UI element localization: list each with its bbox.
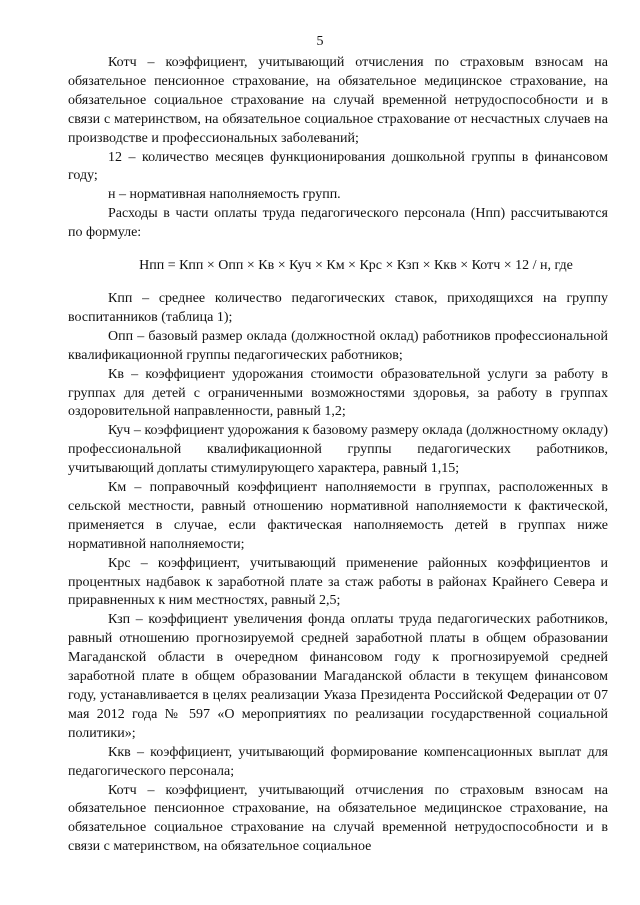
paragraph-kzp-definition: Кзп – коэффициент увеличения фонда оплаты труда педагогических работников, равный отношению прогнозируемой средней заработной платы в общем образовании Магаданской области в очередном финансовом году к прогнозируемой средней заработной плате в общем образовании Магаданской области в текущем финансовом году, устанавливается в целях реализации Указа Президента Российской Федерации от 07 мая 2012 года № 597 «О мероприятиях по реализации государственной социальной политики»; xyxy=(68,612,608,741)
paragraph-kotch-definition: Котч – коэффициент, учитывающий отчисления по страховым взносам на обязательное пенсионное страхование, на обязательное медицинское страхование, на обязательное социальное страхование на случай временной нетрудоспособности и в связи с материнством, на обязательное социальное страхование от несчастных случаев на производстве и профессиональных заболеваний; xyxy=(68,55,608,146)
paragraph-n-definition: н – нормативная наполняемость групп. xyxy=(108,187,341,203)
paragraph-krs-definition: Крс – коэффициент, учитывающий применение районных коэффициентов и процентных надбавок к заработной плате за стаж работы в районах Крайнего Севера и приравненных к ним местностях, равный 2,5; xyxy=(68,555,608,609)
paragraph-months-definition: 12 – количество месяцев функционирования дошкольной группы в финансовом году; xyxy=(68,149,608,184)
paragraph-opp-definition: Опп – базовый размер оклада (должностной оклад) работников профессиональной квалификационной группы педагогических работников; xyxy=(68,328,608,363)
paragraph-kkv-definition: Ккв – коэффициент, учитывающий формирование компенсационных выплат для педагогического персонала; xyxy=(68,744,608,779)
paragraph-kv-definition: Кв – коэффициент удорожания стоимости образовательной услуги за работу в группах для детей с ограниченными возможностями здоровья, за работу в группах оздоровительной направленности, равный 1,2; xyxy=(68,366,608,420)
document-body xyxy=(68,54,608,857)
paragraph-kpp-definition: Кпп – среднее количество педагогических ставок, приходящихся на группу воспитанников (таблица 1); xyxy=(68,290,608,325)
paragraph-kotch-definition-repeat: Котч – коэффициент, учитывающий отчисления по страховым взносам на обязательное пенсионное страхование, на обязательное медицинское страхование, на обязательное социальное страхование на случай временной нетрудоспособности и в связи с материнством, на обязательное социальное xyxy=(68,782,608,855)
formula-npp: Нпп = Кпп × Опп × Кв × Куч × Км × Крс × Кзп × Ккв × Котч × 12 / н, где xyxy=(139,258,573,274)
paragraph-km-definition: Км – поправочный коэффициент наполняемости в группах, расположенных в сельской местности, равный отношению нормативной наполняемости к фактической, применяется в случае, если фактическая наполняемость детей в группах ниже нормативной наполняемости; xyxy=(68,480,608,552)
page-number: 5 xyxy=(316,34,324,49)
paragraph-npp-intro: Расходы в части оплаты труда педагогического персонала (Нпп) рассчитываются по формуле: xyxy=(68,206,608,241)
paragraph-kuch-definition: Куч – коэффициент удорожания к базовому размеру оклада (должностному окладу) профессиональной квалификационной группы педагогических работников, учитывающий доплаты стимулирующего характера, равный 1,15; xyxy=(68,423,608,477)
